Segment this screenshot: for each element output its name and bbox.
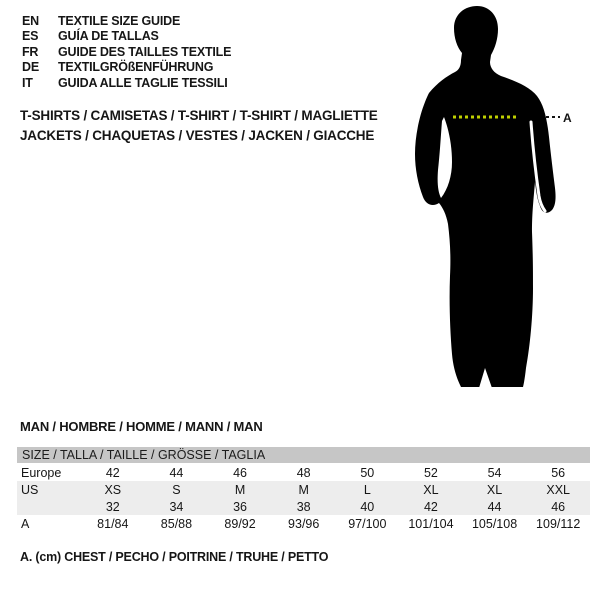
size-cell: 42	[105, 465, 120, 480]
size-row-europe	[17, 464, 590, 481]
row-label	[17, 498, 81, 515]
size-cell: 93/96	[288, 516, 320, 531]
language-label: GUIDA ALLE TAGLIE TESSILI	[58, 75, 228, 90]
size-row-chest-a	[17, 515, 590, 532]
size-cell: 40	[360, 499, 375, 514]
size-cell: 38	[296, 499, 311, 514]
size-cell: XXL	[546, 482, 570, 497]
size-cell: 46	[233, 465, 248, 480]
size-cell: 105/108	[471, 516, 518, 531]
language-label: GUIDE DES TAILLES TEXTILE	[58, 44, 232, 59]
language-label: TEXTILE SIZE GUIDE	[58, 14, 181, 28]
language-guide-list	[22, 14, 231, 91]
size-cell: 32	[105, 499, 120, 514]
size-cell: L	[363, 482, 371, 497]
man-silhouette	[395, 0, 575, 392]
language-code: DE	[22, 60, 39, 75]
size-cell: 34	[169, 499, 184, 514]
size-row-numeric	[17, 498, 590, 515]
size-table	[17, 447, 590, 532]
size-cell: 42	[423, 499, 438, 514]
size-cell: XS	[104, 482, 122, 497]
language-code: EN	[22, 14, 39, 28]
measurement-footnote: A. (cm) CHEST / PECHO / POITRINE / TRUHE / PETTO	[20, 550, 329, 564]
measure-label-a: A	[563, 111, 572, 125]
list-item	[22, 45, 231, 60]
size-cell: 101/104	[408, 516, 454, 531]
section-title-man: MAN / HOMBRE / HOMME / MANN / MAN	[20, 419, 263, 434]
category-line-jackets: JACKETS / CHAQUETAS / VESTES / JACKEN / GIACCHE	[20, 128, 375, 143]
size-table-header: SIZE / TALLA / TAILLE / GRÖSSE / TAGLIA	[17, 447, 590, 463]
size-cell: 97/100	[348, 516, 387, 531]
size-grid	[17, 464, 590, 532]
size-cell: 50	[360, 465, 375, 480]
size-cell: XL	[486, 482, 503, 497]
list-item	[22, 14, 231, 29]
size-cell: M	[298, 482, 309, 497]
size-cell: XL	[423, 482, 439, 497]
size-cell: 44	[169, 465, 184, 480]
size-cell: M	[234, 482, 246, 497]
size-cell: 48	[296, 465, 311, 480]
list-item	[22, 60, 231, 75]
size-cell: 56	[551, 465, 566, 480]
size-row-us	[17, 481, 590, 498]
size-cell: 36	[233, 499, 248, 514]
size-cell: 89/92	[224, 516, 256, 531]
language-code: IT	[22, 75, 33, 90]
category-line-tshirts: T-SHIRTS / CAMISETAS / T-SHIRT / T-SHIRT / MAGLIETTE	[20, 108, 378, 123]
size-cell: S	[172, 482, 181, 497]
size-cell: 46	[551, 499, 566, 514]
row-label: US	[21, 482, 39, 497]
size-cell: 81/84	[97, 516, 129, 531]
size-cell: 54	[487, 465, 502, 480]
size-cell: 52	[423, 465, 438, 480]
row-label: A	[21, 516, 30, 531]
list-item	[22, 29, 231, 44]
size-cell: 109/112	[536, 516, 581, 531]
language-label: TEXTILGRÖßENFÜHRUNG	[58, 60, 214, 75]
row-label: Europe	[21, 465, 62, 480]
language-code: ES	[22, 29, 39, 44]
size-cell: 85/88	[160, 516, 193, 531]
language-code: FR	[22, 44, 39, 59]
list-item	[22, 76, 231, 91]
language-label: GUÍA DE TALLAS	[58, 29, 159, 44]
silhouette-path	[415, 6, 556, 387]
size-cell: 44	[487, 499, 502, 514]
category-lines	[20, 106, 378, 146]
